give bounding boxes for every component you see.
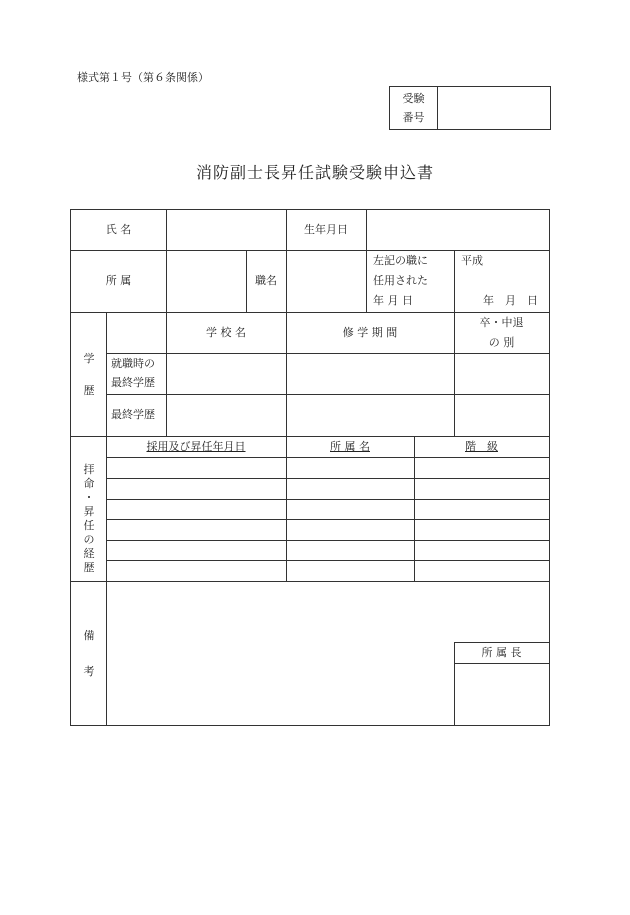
row-divider	[106, 499, 549, 500]
career-side-char: 任	[83, 519, 95, 532]
exam-number-label-line2: 番号	[402, 111, 425, 124]
row-divider	[454, 642, 549, 643]
education-row1-label-line1: 就職時の	[111, 357, 155, 370]
affiliation-field[interactable]	[167, 251, 246, 312]
career-date-header: 採用及び昇任年月日	[146, 440, 246, 453]
career-side-char: 命	[83, 477, 95, 490]
row-divider	[106, 353, 549, 354]
position-field[interactable]	[287, 251, 366, 312]
appointed-label-line1: 左記の職に	[373, 254, 428, 267]
exam-number-label	[390, 87, 438, 129]
exam-number-field[interactable]	[439, 87, 549, 129]
name-label: 氏 名	[105, 223, 132, 236]
position-label: 職名	[255, 274, 277, 287]
exam-number-label-line1: 受験	[402, 92, 425, 105]
career-side-char: の	[83, 533, 95, 546]
education-side-label-2: 歴	[83, 384, 95, 397]
career-side-char: 昇	[83, 505, 95, 518]
study-period-header: 修 学 期 間	[342, 326, 398, 339]
exam-number-box	[389, 86, 551, 130]
row-divider	[106, 457, 549, 458]
col-divider	[454, 312, 455, 436]
career-side-label	[82, 463, 96, 575]
appointed-date-ymd: 年 月 日	[483, 294, 538, 307]
row-divider	[106, 394, 549, 395]
row-divider	[106, 540, 549, 541]
affiliation-label: 所 属	[105, 274, 132, 287]
form-reference: 様式第１号（第６条関係）	[77, 71, 209, 84]
appointed-label-line3: 年 月 日	[373, 294, 413, 307]
education-row2-label: 最終学歴	[111, 408, 155, 421]
graduation-status-header-line1: 卒・中退	[479, 316, 524, 329]
remarks-label-1: 備	[83, 629, 95, 642]
row-divider	[106, 560, 549, 561]
career-affiliation-header: 所 属 名	[330, 440, 370, 453]
education-row1-label-line2: 最終学歴	[111, 376, 155, 389]
career-side-char: ・	[83, 491, 95, 504]
career-side-char: 拝	[83, 463, 95, 476]
row-divider	[71, 312, 549, 313]
row-divider	[106, 478, 549, 479]
dob-label: 生年月日	[304, 223, 348, 236]
chief-seal-field[interactable]	[455, 664, 549, 726]
graduation-status-header-line2: の 別	[488, 336, 515, 349]
dob-field[interactable]	[367, 210, 549, 250]
row-divider	[106, 519, 549, 520]
application-form-table	[70, 209, 550, 726]
col-divider	[454, 250, 455, 312]
remarks-field[interactable]	[107, 582, 453, 726]
col-divider	[366, 250, 367, 312]
school-name-header: 学 校 名	[206, 326, 246, 339]
education-side-label-1: 学	[83, 352, 95, 365]
row-divider	[71, 436, 549, 437]
career-rank-header: 階 級	[465, 440, 498, 453]
col-divider	[414, 436, 415, 581]
era-label: 平成	[461, 254, 483, 267]
career-side-char: 経	[83, 547, 95, 560]
chief-label: 所 属 長	[481, 646, 522, 659]
name-field[interactable]	[167, 210, 286, 250]
document-title: 消防副士長昇任試験受験申込書	[195, 163, 434, 182]
remarks-label-2: 考	[83, 665, 95, 678]
appointed-label-line2: 任用された	[373, 274, 428, 287]
career-side-char: 歴	[83, 561, 95, 574]
